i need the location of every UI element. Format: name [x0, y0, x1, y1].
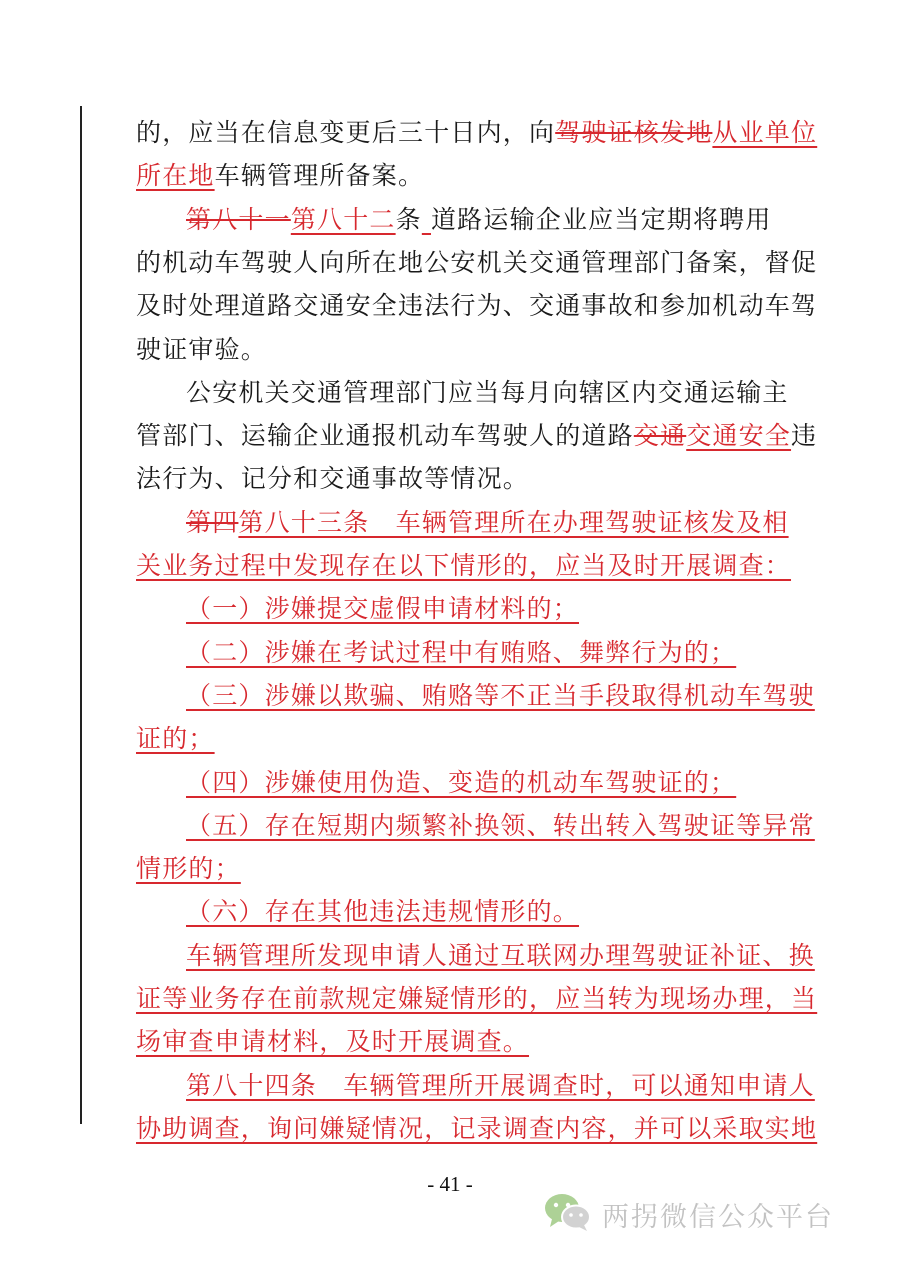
text-line [186, 1069, 815, 1103]
inserted-text: （一）涉嫌提交虚假申请材料的； [186, 594, 580, 624]
text-line [186, 592, 579, 626]
text-line [186, 895, 579, 929]
body-text: 道路运输企业应当定期将聘用 [430, 204, 772, 234]
text-line [186, 679, 815, 713]
text-line [136, 116, 817, 150]
text-line [186, 939, 815, 973]
body-text: 公安机关交通管理部门应当每月向辖区内交通运输主 [186, 377, 789, 407]
text-line [186, 376, 789, 410]
wechat-icon [542, 1190, 594, 1238]
text-line [186, 203, 772, 237]
body-text: 车辆管理所备案。 [214, 161, 425, 191]
inserted-text: 证的； [136, 724, 215, 754]
body-text: 及时处理道路交通安全违法行为、交通事故和参加机动车驾 [136, 291, 818, 321]
text-line [136, 159, 424, 193]
text-line [186, 766, 736, 800]
inserted-text: （六）存在其他违法违规情形的。 [186, 897, 580, 927]
text-line [136, 289, 817, 323]
body-text: 的，应当在信息变更后三十日内，向 [136, 118, 556, 147]
inserted-text: 交通安全 [686, 421, 792, 451]
text-line [136, 462, 529, 496]
inserted-text: （三）涉嫌以欺骗、贿赂等不正当手段取得机动车驾驶 [186, 680, 815, 710]
deleted-text: 驾驶证核发地 [555, 118, 713, 147]
inserted-text: 情形的； [136, 854, 241, 884]
deleted-text: 交通 [633, 421, 687, 451]
page-number: - 41 - [427, 1172, 473, 1196]
text-line [136, 419, 817, 453]
body-text: 违 [791, 421, 818, 451]
inserted-text: （二）涉嫌在考试过程中有贿赂、舞弊行为的； [186, 637, 737, 667]
inserted-text: （四）涉嫌使用伪造、变造的机动车驾驶证的； [186, 767, 737, 797]
text-line [186, 636, 736, 670]
inserted-text: 车辆管理所发现申请人通过互联网办理驾驶证补证、换 [186, 940, 815, 970]
text-line [136, 722, 215, 756]
body-text: 管部门、运输企业通报机动车驾驶人的道路 [136, 421, 634, 451]
inserted-text: 协助调查，询问嫌疑情况，记录调查内容，并可以采取实地 [136, 1113, 818, 1143]
inserted-text: 场审查申请材料，及时开展调查。 [136, 1027, 530, 1057]
inserted-text: 证等业务存在前款规定嫌疑情形的，应当转为现场办理，当 [136, 984, 818, 1013]
text-line [186, 809, 815, 843]
text-line [136, 852, 241, 886]
inserted-text: 从业单位 [712, 118, 818, 147]
inserted-text: 第八十三条 车辆管理所在办理驾驶证核发及相 [238, 507, 789, 537]
text-line [186, 506, 789, 540]
body-text: 驶证审验。 [136, 334, 268, 364]
watermark-text: 两拐微信公众平台 [602, 1201, 834, 1233]
revision-margin-bar [80, 106, 82, 1124]
text-line [136, 246, 817, 280]
body-text: 法行为、记分和交通事故等情况。 [136, 464, 530, 494]
inserted-text: 第八十四条 车辆管理所开展调查时，可以通知申请人 [186, 1070, 815, 1100]
text-line [136, 333, 267, 367]
text-line [136, 1112, 817, 1146]
watermark [542, 1190, 834, 1238]
inserted-text: 关业务过程中发现存在以下情形的，应当及时开展调查： [136, 551, 792, 580]
inserted-text: 所在地 [136, 161, 215, 191]
deleted-text: 第八十一 [186, 204, 291, 234]
body-text: 的机动车驾驶人向所在地公安机关交通管理部门备案，督促 [136, 247, 818, 277]
inserted-text: 第八十二 [290, 204, 396, 234]
text-line [136, 982, 817, 1016]
text-line [136, 1025, 529, 1059]
inserted-text [422, 205, 431, 234]
body-text: 条 [395, 204, 422, 234]
inserted-text: （五）存在短期内频繁补换领、转出转入驾驶证等异常 [186, 810, 815, 840]
text-line [136, 549, 791, 583]
deleted-text: 第四 [186, 507, 239, 537]
